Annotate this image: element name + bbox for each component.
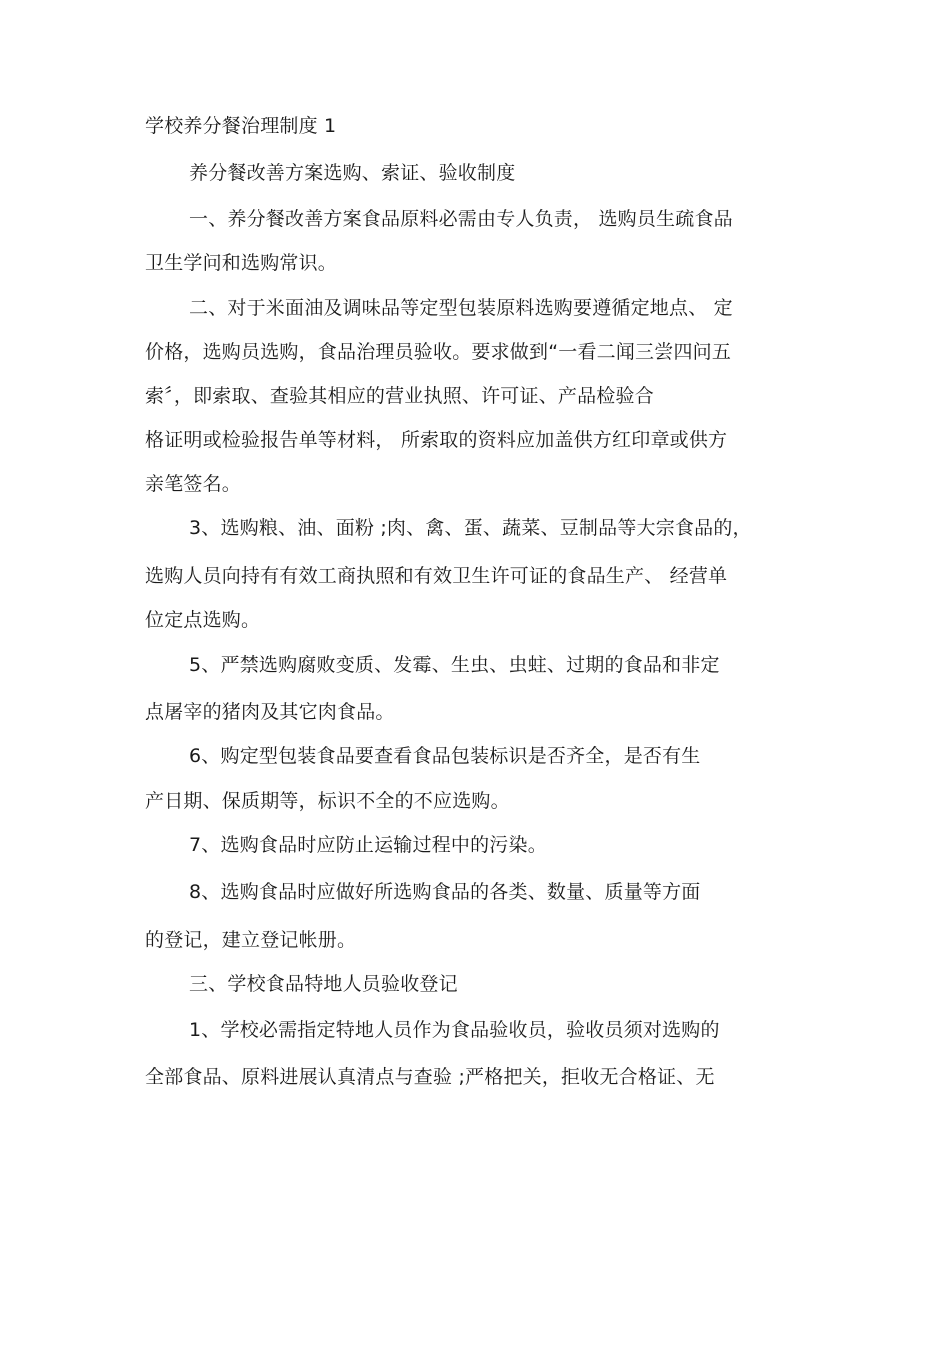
paragraph-line: 7、选购食品时应防止运输过程中的污染。 <box>189 834 547 856</box>
paragraph-line: 6、购定型包装食品要查看食品包装标识是否齐全，是否有生 <box>189 745 701 767</box>
paragraph-line: 二、对于米面油及调味品等定型包装原料选购要遵循定地点、 定 <box>189 297 733 319</box>
paragraph-line: 一、养分餐改善方案食品原料必需由专人负责， 选购员生疏食品 <box>189 208 733 230</box>
paragraph-line: 产日期、保质期等，标识不全的不应选购。 <box>145 790 510 812</box>
paragraph-line: 点屠宰的猪肉及其它肉食品。 <box>145 701 395 723</box>
paragraph-line: 格证明或检验报告单等材料， 所索取的资料应加盖供方红印章或供方 <box>145 429 728 451</box>
paragraph-line: 价格，选购员选购，食品治理员验收。要求做到“一看二闻三尝四问五 <box>145 341 732 363</box>
paragraph-line: 1、学校必需指定特地人员作为食品验收员，验收员须对选购的 <box>189 1019 720 1041</box>
document-title: 学校养分餐治理制度 1 <box>145 115 337 137</box>
paragraph-line: 选购人员向持有有效工商执照和有效卫生许可证的食品生产、 经营单 <box>145 565 728 587</box>
section-heading: 养分餐改善方案选购、索证、验收制度 <box>189 162 516 184</box>
section-heading: 三、学校食品特地人员验收登记 <box>189 973 458 995</box>
paragraph-line: 位定点选购。 <box>145 609 261 631</box>
paragraph-line: 8、选购食品时应做好所选购食品的各类、数量、质量等方面 <box>189 881 701 903</box>
paragraph-line: 3、选购粮、油、面粉 ;肉、禽、蛋、蔬菜、豆制品等大宗食品的， <box>189 517 752 539</box>
paragraph-line: 亲笔签名。 <box>145 473 242 495</box>
paragraph-line: 5、严禁选购腐败变质、发霉、生虫、虫蛀、过期的食品和非定 <box>189 654 720 676</box>
paragraph-line: 全部食品、原料进展认真清点与查验 ;严格把关，拒收无合格证、无 <box>145 1066 715 1088</box>
paragraph-line: 卫生学问和选购常识。 <box>145 252 338 274</box>
paragraph-line: 的登记，建立登记帐册。 <box>145 929 357 951</box>
paragraph-line: 索〞，即索取、查验其相应的营业执照、许可证、产品检验合 <box>145 385 654 407</box>
